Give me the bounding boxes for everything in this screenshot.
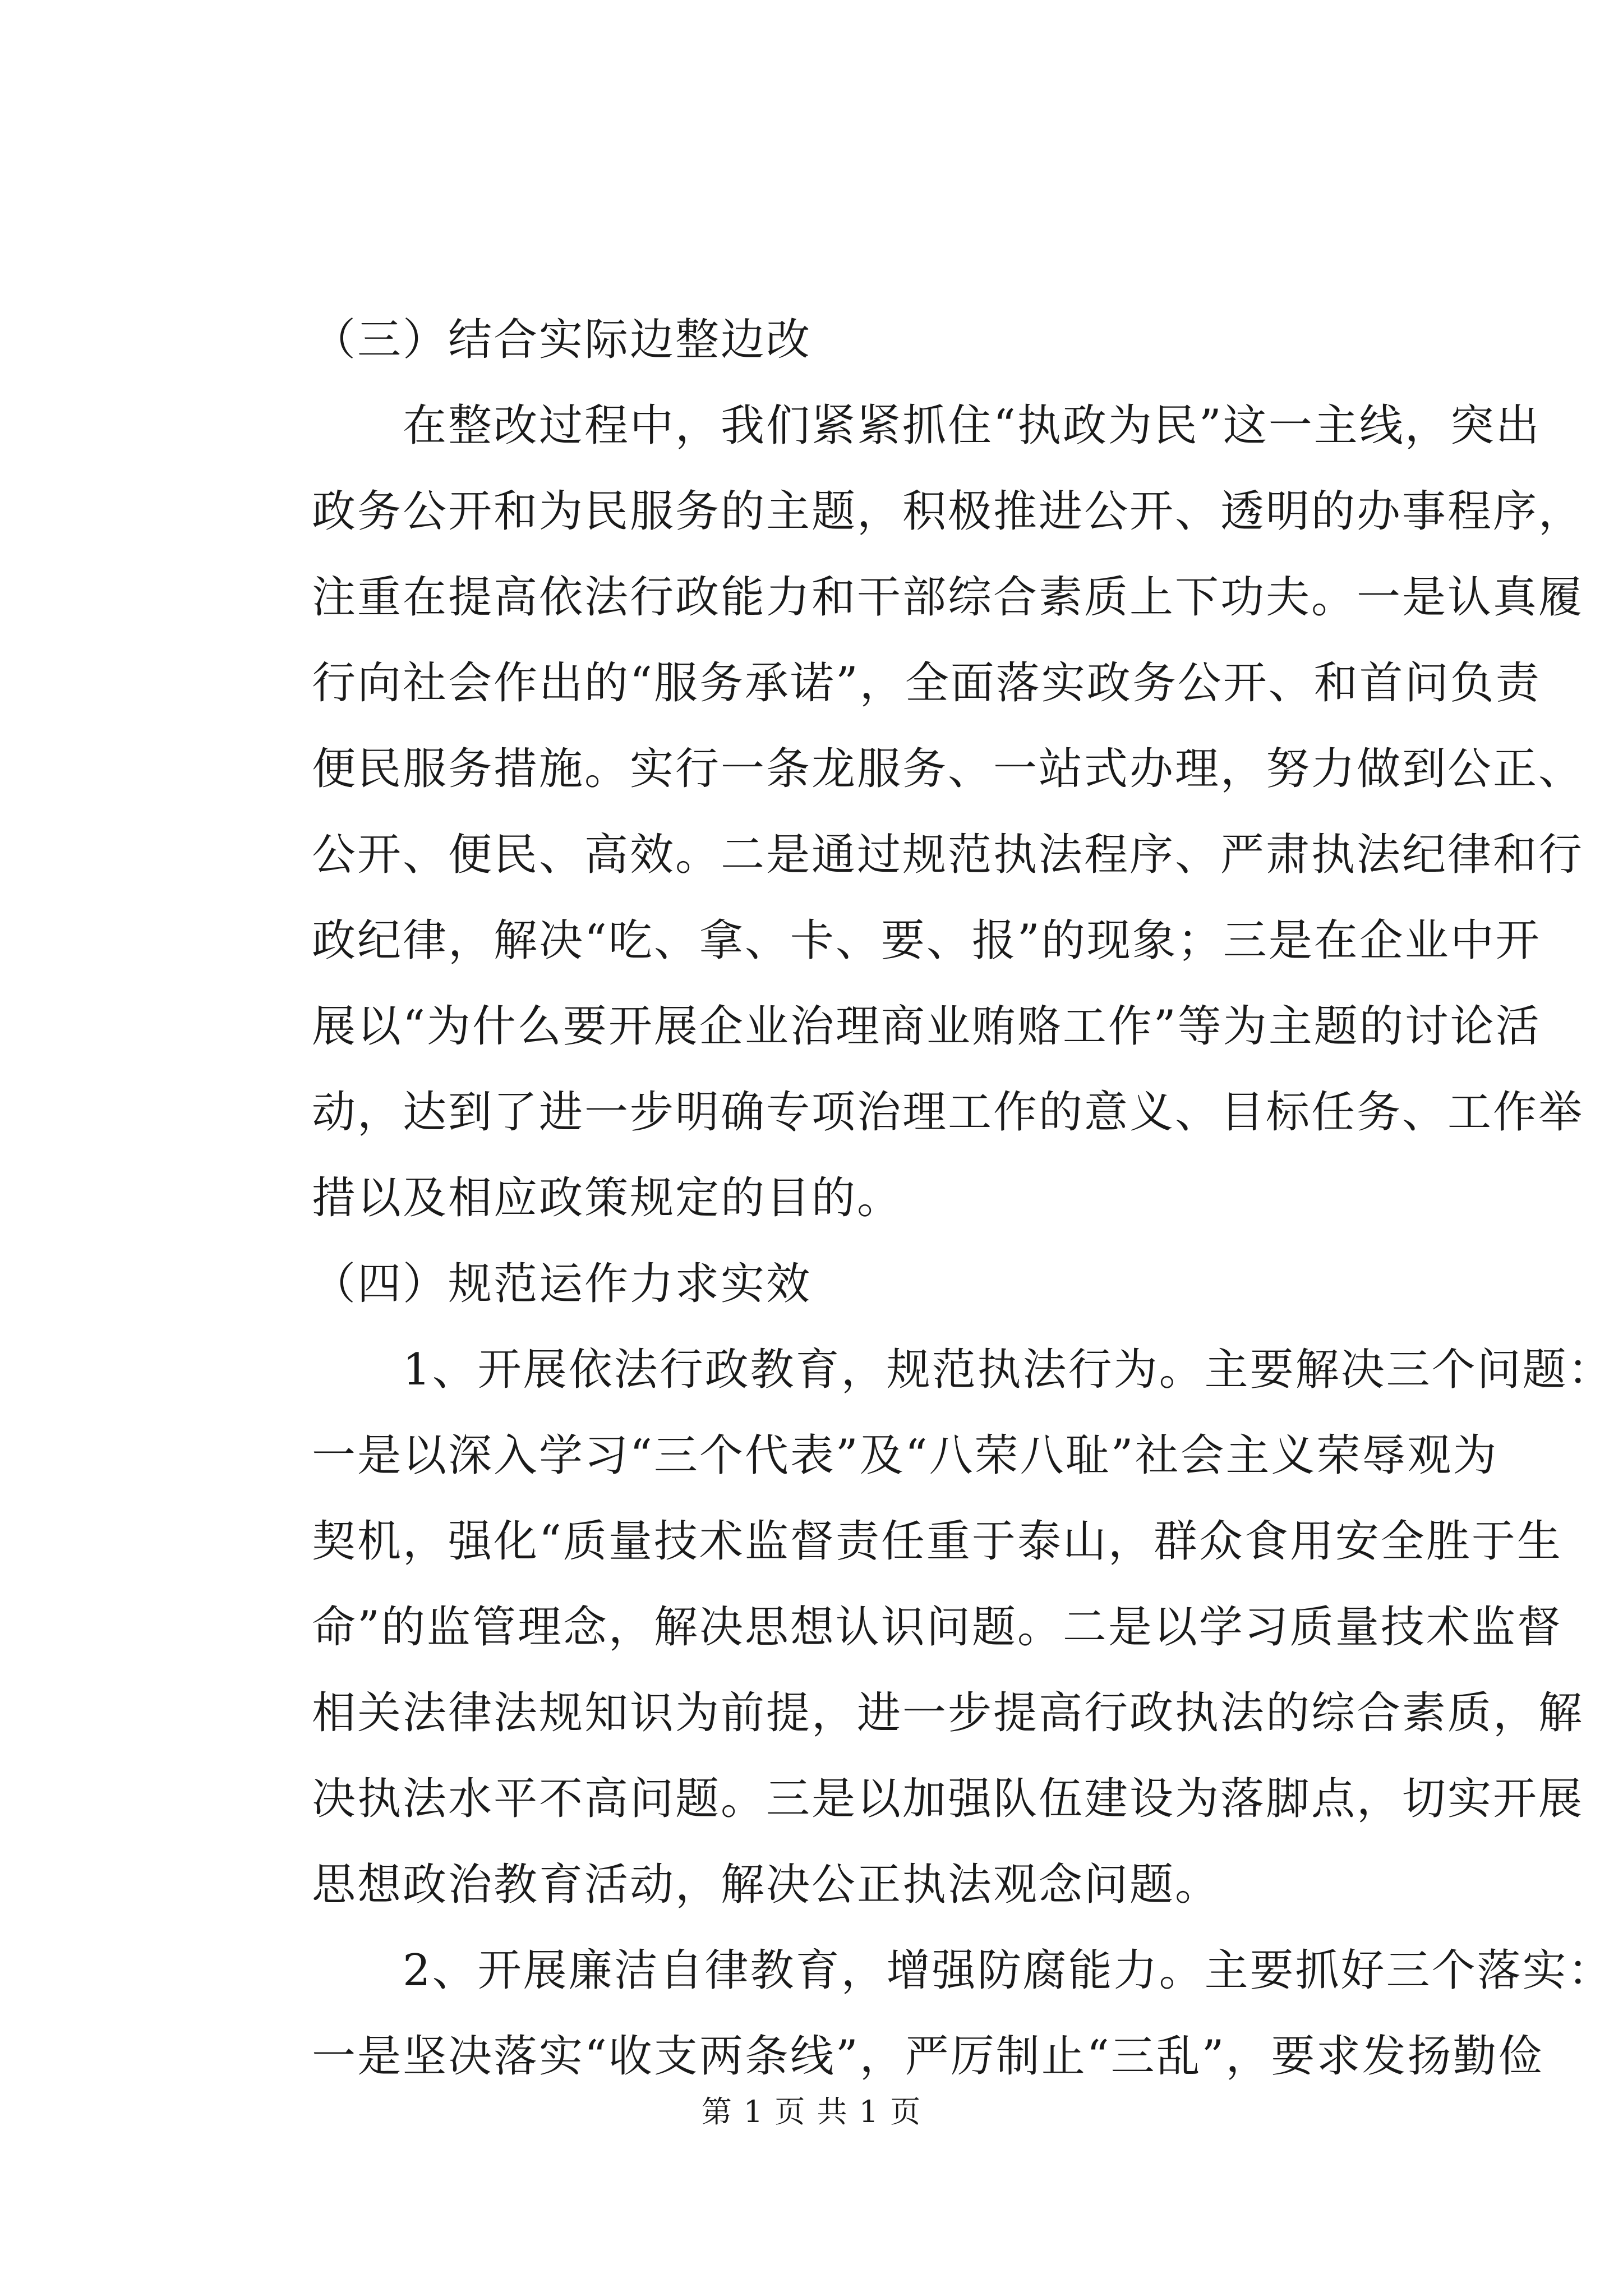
paragraph-line: 展以“为什么要开展企业治理商业贿赂工作”等为主题的讨论活: [312, 1001, 1541, 1052]
section-heading: （三）结合实际边整边改: [312, 315, 812, 365]
paragraph-line: 政务公开和为民服务的主题，积极推进公开、透明的办事程序，: [312, 486, 1584, 537]
paragraph-line: 1、开展依法行政教育，规范执法行为。主要解决三个问题：: [312, 1345, 1613, 1395]
paragraph-line: 动，达到了进一步明确专项治理工作的意义、目标任务、工作举: [312, 1087, 1584, 1138]
paragraph-line: 行向社会作出的“服务承诺”，全面落实政务公开、和首问负责: [312, 658, 1541, 708]
paragraph-line: 便民服务措施。实行一条龙服务、一站式办理，努力做到公正、: [312, 744, 1584, 794]
paragraph-line: 在整改过程中，我们紧紧抓住“执政为民”这一主线，突出: [312, 401, 1541, 451]
section-heading: （四）规范运作力求实效: [312, 1259, 812, 1309]
paragraph-line: 一是以深入学习“三个代表”及“八荣八耻”社会主义荣辱观为: [312, 1430, 1498, 1481]
paragraph-line: 政纪律，解决“吃、拿、卡、要、报”的现象；三是在企业中开: [312, 915, 1541, 966]
paragraph-line: 思想政治教育活动，解决公正执法观念问题。: [312, 1860, 1221, 1910]
paragraph-line: 相关法律法规知识为前提，进一步提高行政执法的综合素质，解: [312, 1688, 1584, 1738]
paragraph-line: 一是坚决落实“收支两条线”，严厉制止“三乱”，要求发扬勤俭: [312, 2031, 1544, 2082]
paragraph-line: 措以及相应政策规定的目的。: [312, 1173, 903, 1223]
paragraph-line: 契机，强化“质量技术监督责任重于泰山，群众食用安全胜于生: [312, 1516, 1562, 1567]
paragraph-line: 公开、便民、高效。二是通过规范执法程序、严肃执法纪律和行: [312, 830, 1584, 880]
paragraph-line: 命”的监管理念，解决思想认识问题。二是以学习质量技术监督: [312, 1602, 1562, 1653]
paragraph-line: 注重在提高依法行政能力和干部综合素质上下功夫。一是认真履: [312, 572, 1584, 623]
paragraph-line: 2、开展廉洁自律教育，增强防腐能力。主要抓好三个落实：: [312, 1945, 1613, 1996]
document-body: [312, 297, 1613, 2100]
page-number-footer: 第 1 页 共 1 页: [701, 2094, 922, 2129]
paragraph-line: 决执法水平不高问题。三是以加强队伍建设为落脚点，切实开展: [312, 1774, 1584, 1824]
